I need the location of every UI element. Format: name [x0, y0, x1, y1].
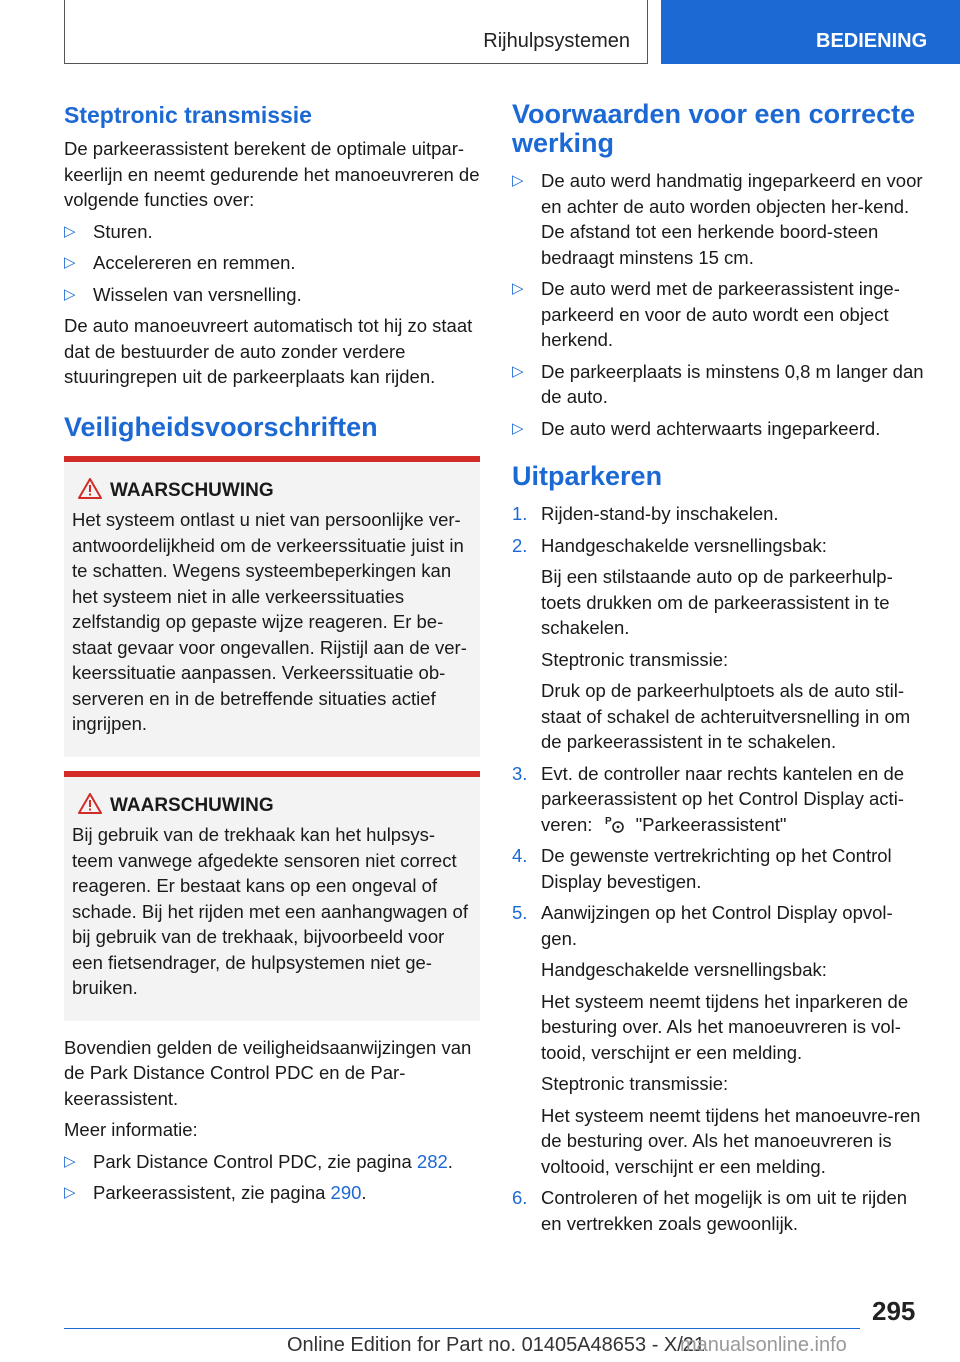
list-item: ▷ Parkeerassistent, zie pagina 290.	[64, 1180, 480, 1206]
parking-assistant-icon	[604, 814, 630, 834]
warning-text: Bij gebruik van de trekhaak kan het hulpsys-teem vanwege afgedekte sensoren niet correct reageren. Er bestaat kans op een ongeval of schade. Bij het rijden met een aanhangwagen of bij gebruik van de trekhaak, bijvoorbeeld voor een fietsendrager, de hulpsystemen niet ge-bruiken.	[72, 824, 468, 998]
list-item: ▷ Accelereren en remmen.	[64, 250, 480, 276]
step-number: 2.	[512, 534, 528, 556]
step-item: 1. Rijden-stand-by inschakelen.	[512, 501, 926, 527]
bullet-icon: ▷	[64, 1184, 76, 1201]
bullet-icon: ▷	[512, 419, 524, 437]
step-subtext: Steptronic transmissie:	[541, 648, 729, 670]
list-item: ▷ De parkeerplaats is minstens 0,8 m langer dan de auto.	[512, 360, 924, 407]
uitparkeren-heading: Uitparkeren	[512, 461, 663, 491]
step-item: 4. De gewenste vertrekrichting op het Control Display bevestigen.	[512, 845, 892, 892]
safety-heading: Veiligheidsvoorschriften	[64, 411, 378, 442]
bullet-icon: ▷	[512, 362, 524, 380]
page-number: 295	[872, 1296, 916, 1326]
step-number: 4.	[512, 845, 528, 866]
footer-edition: Online Edition for Part no. 01405A48653 - X/21	[287, 1334, 706, 1356]
step-subtext: Druk op de parkeerhulptoets als de auto stil-staat of schakel de achteruitversnelling in om de parkeerassistent in te schakelen.	[541, 680, 911, 752]
step-item: 5. Aanwijzingen op het Control Display opvol-gen. Handgeschakelde versnellingsbak: Het systeem neemt tijdens het inparkeren de besturing over. Als het manoeuvreren is vol-tooid, verschijnt er een melding. Steptronic transmissie: Het systeem neemt tijdens het manoeuvre-ren de besturing over. Als het manoeuvreren is voltooid, verschijnt er een melding.	[512, 900, 926, 1179]
bullet-icon: ▷	[512, 280, 524, 297]
safety-also: Bovendien gelden de veiligheidsaanwijzingen van de Park Distance Control PDC en de Par-keerassistent.	[64, 1036, 472, 1109]
step-item: 6. Controleren of het mogelijk is om uit te rijden en vertrekken zoals gewoonlijk.	[512, 1187, 908, 1234]
steptronic-intro: De parkeerassistent berekent de optimale uitpar-keerlijn en neemt gedurende het manoeuvreren de volgende functies over:	[64, 138, 480, 210]
warning-triangle-icon	[78, 793, 102, 814]
step-item: 3. Evt. de controller naar rechts kantelen en de parkeerassistent op het Control Display acti-veren: P "Parkeerassistent"	[512, 762, 905, 835]
step-subtext: Het systeem neemt tijdens het inparkeren de besturing over. Als het manoeuvreren is vol-tooid, verschijnt er een melding.	[541, 990, 909, 1063]
more-info-label: Meer informatie:	[64, 1119, 198, 1140]
warning-text: Het systeem ontlast u niet van persoonlijke ver-antwoordelijkheid om de verkeerssituatie juist in te schatten. Wegens systeembeperkingen kan het systeem niet in alle verkeerssituaties zelfstandig op gepaste wijze reageren. Er be-staat gevaar voor ongevallen. Rijstijl aan de ver-keerssituatie aanpassen. Verkeerssituatie ob-serveren en in de betreffende situaties actief ingrijpen.	[72, 509, 467, 734]
steptronic-heading: Steptronic transmissie	[64, 102, 312, 128]
page-link[interactable]: 290	[330, 1182, 362, 1203]
step-number: 3.	[512, 762, 528, 784]
bullet-icon: ▷	[64, 285, 76, 303]
steptronic-outro: De auto manoeuvreert automatisch tot hij zo staat dat de bestuurder de auto zonder verdere stuuringrepen uit de parkeerplaats kan rijden.	[64, 315, 473, 387]
right-column	[512, 100, 926, 1242]
footer-watermark: manualsonline.info	[680, 1334, 847, 1356]
step-number: 5.	[512, 902, 528, 923]
warning-box	[64, 456, 480, 757]
menu-entry: "Parkeerassistent"	[635, 813, 787, 835]
list-item: ▷ De auto werd handmatig ingeparkeerd en voor en achter de auto worden objecten her-kend. De afstand tot een herkende boord-steen bedraagt minstens 15 cm.	[512, 170, 923, 268]
left-column	[64, 100, 480, 1212]
warning-box	[64, 771, 480, 1021]
bullet-icon: ▷	[512, 172, 524, 189]
conditions-heading: Voorwaarden voor een correcte werking	[512, 99, 916, 158]
step-subtext: Handgeschakelde versnellingsbak:	[541, 959, 827, 980]
bullet-icon: ▷	[64, 254, 76, 271]
page-link[interactable]: 282	[416, 1150, 448, 1172]
warning-title: WAARSCHUWING	[72, 478, 472, 504]
step-number: 1.	[512, 503, 528, 524]
list-item: ▷ De auto werd met de parkeerassistent inge-parkeerd en voor de auto wordt een object herkend.	[512, 278, 900, 350]
list-item: ▷ Wisselen van versnelling.	[64, 282, 480, 308]
header-section-title: Rijhulpsystemen	[483, 30, 630, 52]
bullet-icon: ▷	[64, 222, 76, 240]
bullet-icon: ▷	[64, 1152, 76, 1170]
svg-text:P: P	[604, 815, 612, 827]
step-subtext: Bij een stilstaande auto op de parkeerhulp-toets drukken om de parkeerassistent in te schakelen.	[541, 566, 893, 638]
list-item: ▷ Park Distance Control PDC, zie pagina 282.	[64, 1149, 480, 1175]
list-item: ▷ De auto werd achterwaarts ingeparkeerd.	[512, 416, 926, 442]
step-number: 6.	[512, 1187, 528, 1208]
step-subtext: Steptronic transmissie:	[541, 1073, 729, 1094]
header-chapter-tab: BEDIENING	[661, 0, 960, 64]
footer-divider	[64, 1328, 860, 1329]
step-item: 2. Handgeschakelde versnellingsbak: Bij een stilstaande auto op de parkeerhulp-toets drukken om de parkeerassistent in te schakelen. Steptronic transmissie: Druk op de parkeerhulptoets als de auto stil-staat of schakel de achteruitversnelling in om de parkeerassistent in te schakelen.	[512, 533, 926, 755]
warning-title: WAARSCHUWING	[72, 793, 472, 819]
warning-triangle-icon	[78, 478, 102, 499]
list-item: ▷ Sturen.	[64, 219, 480, 245]
step-subtext: Het systeem neemt tijdens het manoeuvre-ren de besturing over. Als het manoeuvreren is voltooid, verschijnt er een melding.	[541, 1104, 921, 1177]
